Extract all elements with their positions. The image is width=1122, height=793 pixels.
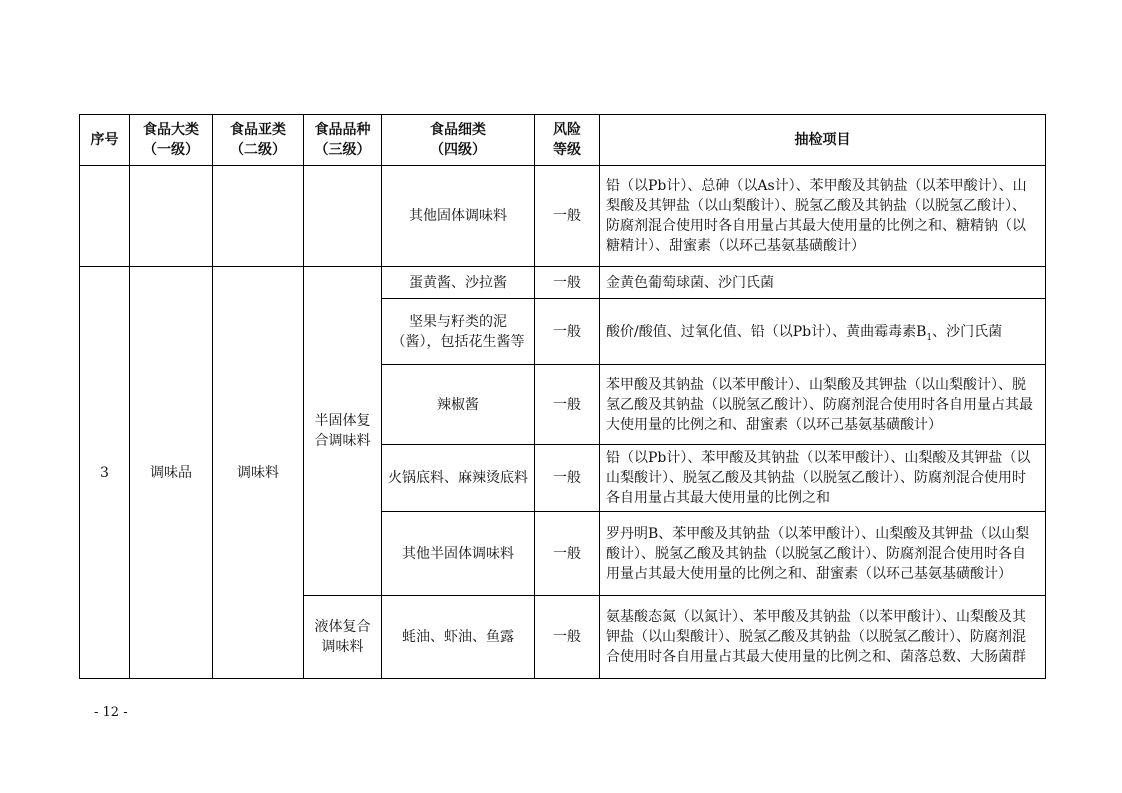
risk-cell: 一般: [535, 166, 600, 267]
subclass-cell: 其他半固体调味料: [382, 512, 535, 596]
risk-cell: 一般: [535, 267, 600, 299]
items-cell: 苯甲酸及其钠盐（以苯甲酸计）、山梨酸及其钾盐（以山梨酸计）、脱氢乙酸及其钠盐（以脱氢乙酸计）、防腐剂混合使用时各自用量占其最大使用量的比例之和、甜蜜素（以环己基氨基磺酸计）: [600, 365, 1046, 445]
page-number: - 12 -: [94, 705, 128, 720]
variety-cell: 液体复合调味料: [304, 596, 382, 679]
items-cell: [600, 299, 1046, 365]
items-subscript: 1: [926, 332, 933, 343]
inspection-table: [79, 114, 1046, 679]
header-seq: 序号: [80, 115, 130, 166]
risk-cell: 一般: [535, 299, 600, 365]
risk-cell: 一般: [535, 512, 600, 596]
header-items: 抽检项目: [600, 115, 1046, 166]
subcategory-cell: 调味料: [213, 267, 304, 679]
subclass-cell: 蛋黄酱、沙拉酱: [382, 267, 535, 299]
header-risk: 风险 等级: [535, 115, 600, 166]
risk-cell: 一般: [535, 596, 600, 679]
risk-cell: 一般: [535, 365, 600, 445]
items-cell: 铅（以Pb计）、总砷（以As计）、苯甲酸及其钠盐（以苯甲酸计）、山梨酸及其钾盐（以山梨酸计）、脱氢乙酸及其钠盐（以脱氢乙酸计）、防腐剂混合使用时各自用量占其最大使用量的比例之和、糖精钠（以糖精计）、甜蜜素（以环己基氨基磺酸计）: [600, 166, 1046, 267]
subclass-cell: 辣椒酱: [382, 365, 535, 445]
items-cell: 罗丹明B、苯甲酸及其钠盐（以苯甲酸计）、山梨酸及其钾盐（以山梨酸计）、脱氢乙酸及其钠盐（以脱氢乙酸计）、防腐剂混合使用时各自用量占其最大使用量的比例之和、甜蜜素（以环己基氨基磺酸计）: [600, 512, 1046, 596]
items-text: 酸价/酸值、过氧化值、铅（以Pb计）、黄曲霉毒素B: [606, 323, 927, 340]
items-cell: 氨基酸态氮（以氮计）、苯甲酸及其钠盐（以苯甲酸计）、山梨酸及其钾盐（以山梨酸计）、脱氢乙酸及其钠盐（以脱氢乙酸计）、防腐剂混合使用时各自用量占其最大使用量的比例之和、菌落总数、大肠菌群: [600, 596, 1046, 679]
items-text: 、沙门氏菌: [932, 323, 1003, 340]
empty-cell: [213, 166, 304, 267]
header-category: 食品大类 （一级）: [130, 115, 213, 166]
empty-cell: [130, 166, 213, 267]
table-row: [80, 166, 1046, 267]
seq-cell: 3: [80, 267, 130, 679]
variety-cell: 半固体复合调味料: [304, 267, 382, 596]
table-row: [80, 267, 1046, 299]
empty-cell: [80, 166, 130, 267]
header-subcategory: 食品亚类 （二级）: [213, 115, 304, 166]
items-cell: 铅（以Pb计）、苯甲酸及其钠盐（以苯甲酸计）、山梨酸及其钾盐（以山梨酸计）、脱氢乙酸及其钠盐（以脱氢乙酸计）、防腐剂混合使用时各自用量占其最大使用量的比例之和: [600, 445, 1046, 512]
table-header-row: [80, 115, 1046, 166]
items-cell: 金黄色葡萄球菌、沙门氏菌: [600, 267, 1046, 299]
header-variety: 食品品种 （三级）: [304, 115, 382, 166]
category-cell: 调味品: [130, 267, 213, 679]
subclass-cell: 蚝油、虾油、鱼露: [382, 596, 535, 679]
subclass-cell: 火锅底料、麻辣烫底料: [382, 445, 535, 512]
subclass-cell: 坚果与籽类的泥（酱），包括花生酱等: [382, 299, 535, 365]
risk-cell: 一般: [535, 445, 600, 512]
empty-cell: [304, 166, 382, 267]
subclass-cell: 其他固体调味料: [382, 166, 535, 267]
header-subclass: 食品细类 （四级）: [382, 115, 535, 166]
